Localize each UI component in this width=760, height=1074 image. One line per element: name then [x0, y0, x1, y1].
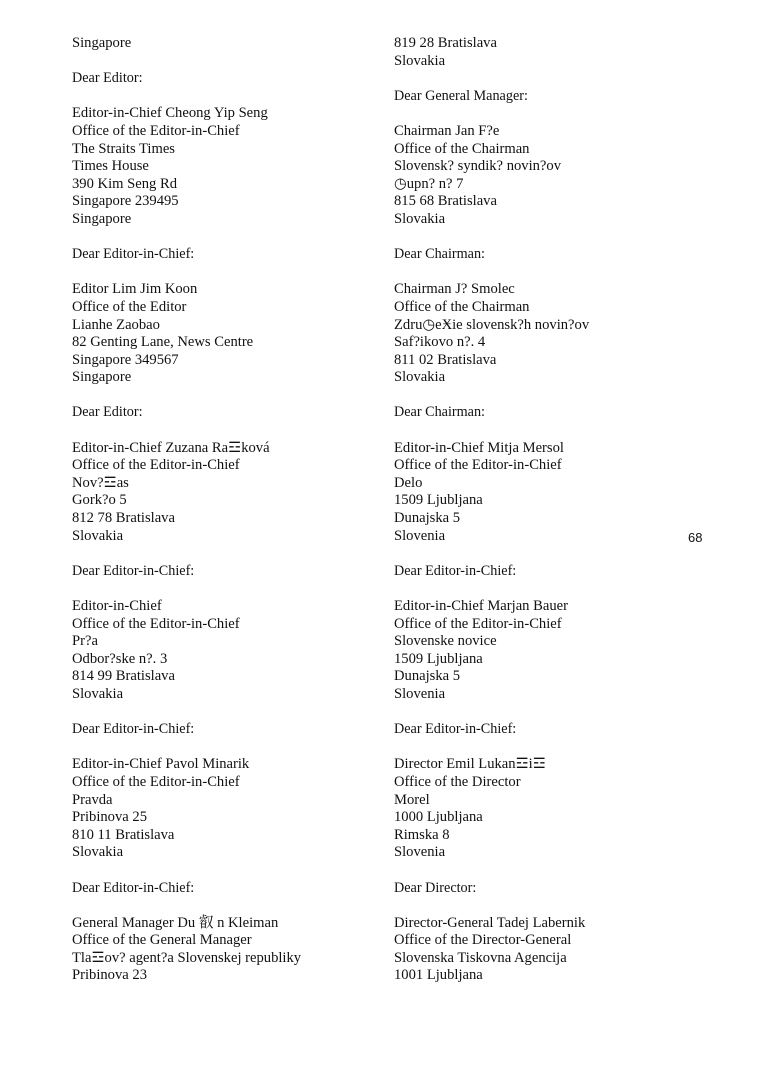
address-line: Slovakia	[394, 210, 446, 227]
address-line: Office of the Editor-in-Chief	[72, 615, 240, 632]
blank-line	[72, 739, 372, 757]
address-line: Slovakia	[72, 685, 124, 702]
address-line: Slovenia	[394, 685, 446, 702]
address-line: Chairman Jan F?e	[394, 122, 500, 139]
blank-line	[72, 387, 372, 405]
address-line: Singapore	[72, 210, 132, 227]
address-line: Dunajska 5	[394, 510, 461, 527]
address-line: 810 11 Bratislava	[72, 826, 175, 843]
address-line: Editor-in-Chief	[72, 598, 162, 614]
address-line: Office of the Chairman	[394, 298, 530, 315]
address-line: Singapore	[72, 35, 132, 51]
address-line: 390 Kim Seng Rd	[72, 175, 177, 192]
address-line: 814 99 Bratislava	[72, 668, 175, 685]
address-line: Office of the Editor-in-Chief	[72, 773, 240, 790]
salutation-line: Dear Editor-in-Chief:	[72, 246, 195, 263]
address-line: ◷upn? n? 7	[394, 175, 464, 192]
blank-line	[394, 580, 694, 598]
address-line: Office of the Chairman	[394, 140, 530, 157]
address-line: Office of the Editor-in-Chief	[72, 122, 240, 139]
address-line: Slovakia	[72, 527, 124, 544]
address-line: 815 68 Bratislava	[394, 193, 497, 210]
address-line: Office of the Editor-in-Chief	[72, 457, 240, 474]
blank-line	[394, 862, 694, 880]
address-line: Lianhe Zaobao	[72, 316, 160, 333]
salutation-line: Dear Editor-in-Chief:	[394, 562, 517, 579]
salutation-line: Dear Editor-in-Chief:	[72, 562, 195, 579]
page-number: 68	[688, 530, 703, 545]
blank-line	[394, 70, 694, 88]
address-line: Pribinova 23	[72, 967, 147, 984]
address-line: The Straits Times	[72, 140, 175, 157]
address-line: 1509 Ljubljana	[394, 492, 483, 509]
salutation-line: Dear Editor-in-Chief:	[72, 879, 195, 896]
salutation-line: Dear Editor:	[72, 70, 143, 87]
salutation-line: Dear Editor:	[72, 404, 143, 421]
address-line: Rimska 8	[394, 826, 450, 843]
address-line: Slovenska Tiskovna Agencija	[394, 949, 567, 966]
address-line: 82 Genting Lane, News Centre	[72, 334, 254, 351]
address-line: Editor-in-Chief Marjan Bauer	[394, 598, 568, 614]
address-line: 819 28 Bratislava	[394, 35, 497, 51]
address-line: Singapore 349567	[72, 351, 179, 368]
address-line: Chairman J? Smolec	[394, 281, 515, 298]
address-line: Slovakia	[72, 844, 124, 861]
blank-line	[72, 862, 372, 880]
address-line: Editor-in-Chief Mitja Mersol	[394, 439, 564, 456]
address-line: 811 02 Bratislava	[394, 351, 497, 368]
address-line: Pravda	[72, 791, 113, 808]
address-line: Director-General Tadej Labernik	[394, 914, 586, 931]
address-line: Slovensk? syndik? novin?ov	[394, 158, 562, 175]
address-line: Office of the Editor-in-Chief	[394, 615, 562, 632]
address-line: Singapore 239495	[72, 193, 179, 210]
blank-line	[72, 897, 372, 915]
salutation-line: Dear Editor-in-Chief:	[394, 721, 517, 738]
blank-line	[72, 704, 372, 722]
address-line: Slovenia	[394, 844, 446, 861]
blank-line	[394, 739, 694, 757]
salutation-line: Dear Chairman:	[394, 404, 485, 421]
left-address-column	[72, 35, 372, 985]
address-line: 1509 Ljubljana	[394, 650, 483, 667]
address-line: 1001 Ljubljana	[394, 967, 483, 984]
address-line: Slovakia	[394, 369, 446, 386]
blank-line	[72, 264, 372, 282]
address-line: Pr?a	[72, 633, 98, 650]
address-line: Dunajska 5	[394, 668, 461, 685]
address-line: Office of the Director-General	[394, 932, 572, 949]
blank-line	[394, 264, 694, 282]
blank-line	[72, 53, 372, 71]
address-line: Director Emil Lukan☲i☲	[394, 756, 546, 773]
blank-line	[394, 387, 694, 405]
blank-line	[394, 704, 694, 722]
blank-line	[394, 545, 694, 563]
address-line: Office of the Editor-in-Chief	[394, 457, 562, 474]
salutation-line: Dear General Manager:	[394, 87, 528, 104]
salutation-line: Dear Chairman:	[394, 246, 485, 263]
blank-line	[394, 422, 694, 440]
blank-line	[72, 545, 372, 563]
blank-line	[394, 105, 694, 123]
address-line: Editor Lim Jim Koon	[72, 281, 198, 298]
right-address-column	[394, 35, 694, 985]
address-line: 1000 Ljubljana	[394, 809, 483, 826]
address-line: Saf?ikovo n?. 4	[394, 334, 486, 351]
address-line: Office of the Director	[394, 773, 521, 790]
address-line: Delo	[394, 474, 423, 491]
blank-line	[72, 580, 372, 598]
address-line: Office of the Editor	[72, 298, 187, 315]
address-line: Editor-in-Chief Zuzana Ra☲ková	[72, 439, 270, 456]
blank-line	[394, 897, 694, 915]
address-line: Slovakia	[394, 52, 446, 69]
address-line: Editor-in-Chief Pavol Minarik	[72, 756, 250, 773]
blank-line	[72, 229, 372, 247]
salutation-line: Dear Director:	[394, 879, 477, 896]
address-line: General Manager Du 叡 n Kleiman	[72, 914, 279, 931]
address-line: Morel	[394, 791, 430, 808]
blank-line	[72, 88, 372, 106]
address-line: Tla☲ov? agent?a Slovenskej republiky	[72, 949, 302, 966]
address-line: Singapore	[72, 369, 132, 386]
address-line: Editor-in-Chief Cheong Yip Seng	[72, 105, 268, 122]
address-line: Times House	[72, 158, 149, 175]
address-line: Gork?o 5	[72, 492, 127, 509]
address-line: 812 78 Bratislava	[72, 510, 175, 527]
address-line: Office of the General Manager	[72, 932, 252, 949]
address-line: Odbor?ske n?. 3	[72, 650, 168, 667]
blank-line	[72, 422, 372, 440]
address-line: Slovenia	[394, 527, 446, 544]
address-line: Pribinova 25	[72, 809, 147, 826]
salutation-line: Dear Editor-in-Chief:	[72, 721, 195, 738]
address-line: Zdru◷eӾie slovensk?h novin?ov	[394, 316, 590, 333]
address-line: Nov?☲as	[72, 474, 129, 491]
blank-line	[394, 229, 694, 247]
address-line: Slovenske novice	[394, 633, 497, 650]
